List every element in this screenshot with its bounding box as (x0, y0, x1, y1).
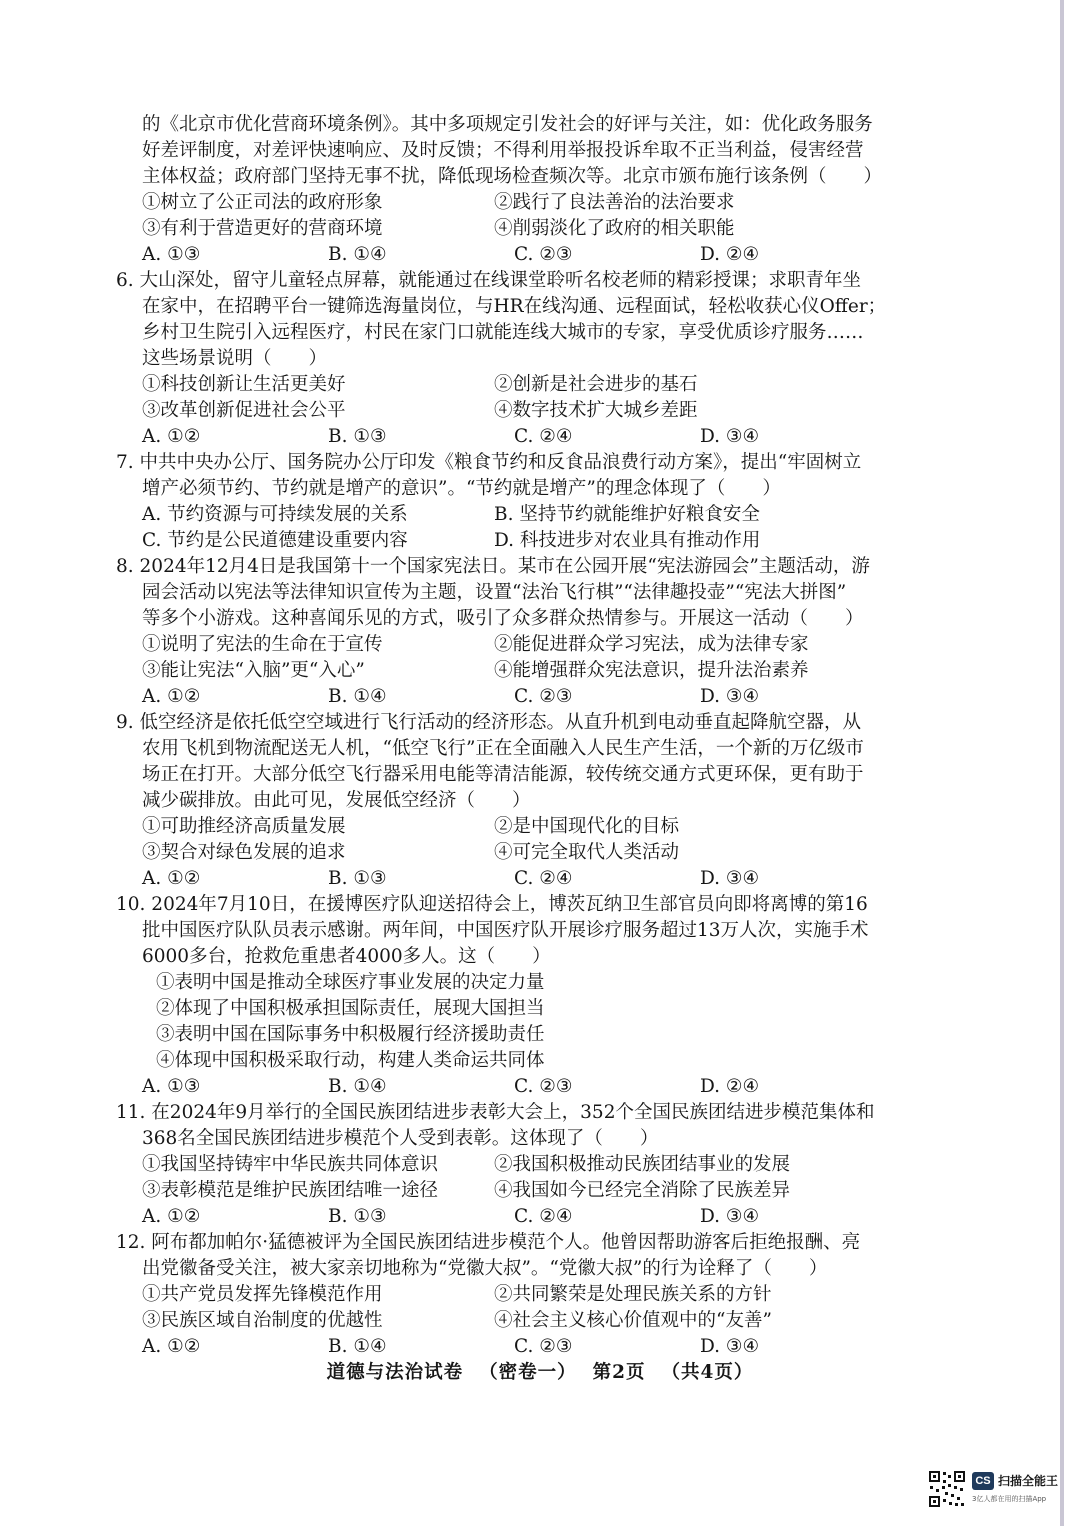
question-9 (116, 710, 946, 892)
choice-a: A. ①② (142, 1206, 201, 1227)
option-item: ②共同繁荣是处理民族关系的方针 (494, 1284, 772, 1305)
answer-choices (116, 684, 946, 710)
choice-d: D. ③④ (700, 426, 760, 447)
choice-c: C. ②④ (514, 1206, 573, 1227)
question-stem-line: 园会活动以宪法等法律知识宣传为主题，设置“法治飞行棋”“法律趣投壶”“宪法大拼图” (142, 582, 847, 603)
question-stem-line: 增产必须节约、节约就是增产的意识”。“节约就是增产”的理念体现了（ ） (142, 478, 781, 499)
question-stem-line: 乡村卫生院引入远程医疗，村民在家门口就能连线大城市的专家，享受优质诊疗服务…… (142, 322, 864, 343)
answer-choices (116, 866, 946, 892)
option-item: ①共产党员发挥先锋模范作用 (142, 1284, 383, 1305)
question-stem-line: 9. 低空经济是依托低空空域进行飞行活动的经济形态。从直升机到电动垂直起降航空器，从 (116, 712, 862, 733)
choice-b: B. ①④ (328, 1336, 387, 1357)
question-12 (116, 1230, 946, 1360)
question-5 (116, 112, 946, 268)
question-stem-line: 6. 大山深处，留守儿童轻点屏幕，就能通过在线课堂聆听名校老师的精彩授课；求职青年坐 (116, 270, 862, 291)
option-item: ④可完全取代人类活动 (494, 842, 680, 863)
choice-c: C. ②③ (514, 1336, 573, 1357)
question-stem-line: 出党徽备受关注，被大家亲切地称为“党徽大叔”。“党徽大叔”的行为诠释了（ ） (142, 1258, 828, 1279)
option-item: ④数字技术扩大城乡差距 (494, 400, 698, 421)
option-item: ④削弱淡化了政府的相关职能 (494, 218, 735, 239)
choice-a: A. ①② (142, 426, 201, 447)
option-item: ①我国坚持铸牢中华民族共同体意识 (142, 1154, 439, 1175)
option-item: ①表明中国是推动全球医疗事业发展的决定力量 (156, 972, 545, 993)
choice-c: C. ②④ (514, 426, 573, 447)
choice-c: C. ②③ (514, 686, 573, 707)
question-stem-line: 农用飞机到物流配送无人机，“低空飞行”正在全面融入人民生产生活，一个新的万亿级市 (142, 738, 864, 759)
answer-choices (116, 424, 946, 450)
choice-b: B. ①③ (328, 426, 387, 447)
question-stem-line: 368名全国民族团结进步模范个人受到表彰。这体现了（ ） (142, 1128, 659, 1149)
scanner-tagline: 3亿人都在用的扫描App (972, 1495, 1047, 1503)
option-row (116, 658, 946, 684)
option-item: C. 节约是公民道德建设重要内容 (142, 530, 408, 551)
answer-choices (116, 1204, 946, 1230)
option-item: ③表明中国在国际事务中积极履行经济援助责任 (156, 1024, 545, 1045)
option-item: B. 坚持节约就能维护好粮食安全 (494, 504, 760, 525)
option-item: ②是中国现代化的目标 (494, 816, 680, 837)
choice-d: D. ③④ (700, 1206, 760, 1227)
question-stem-line: 的《北京市优化营商环境条例》。其中多项规定引发社会的好评与关注，如：优化政务服务 (142, 114, 873, 135)
choice-c: C. ②③ (514, 244, 573, 265)
choice-b: B. ①④ (328, 1076, 387, 1097)
option-row (116, 398, 946, 424)
question-stem-line: 好差评制度，对差评快速响应、及时反馈；不得利用举报投诉牟取不正当利益，侵害经营 (142, 140, 864, 161)
option-row (116, 632, 946, 658)
question-stem-line: 这些场景说明（ ） (142, 348, 328, 369)
question-stem-line: 6000多台，抢救危重患者4000多人。这（ ） (142, 946, 551, 967)
answer-choices (116, 1074, 946, 1100)
question-10 (116, 892, 946, 1100)
option-item: ③改革创新促进社会公平 (142, 400, 346, 421)
question-6 (116, 268, 946, 450)
option-row (116, 1282, 946, 1308)
page-footer (0, 1358, 1080, 1384)
option-row (116, 372, 946, 398)
choice-a: A. ①③ (142, 1076, 201, 1097)
question-8 (116, 554, 946, 710)
option-item: ②体现了中国积极承担国际责任，展现大国担当 (156, 998, 545, 1019)
footer-volume: （密卷一） (479, 1362, 577, 1383)
option-row (116, 840, 946, 866)
option-item: ①树立了公正司法的政府形象 (142, 192, 383, 213)
scanner-watermark (928, 1470, 1068, 1514)
footer-total: （共4页） (661, 1362, 754, 1383)
choice-a: A. ①② (142, 686, 201, 707)
option-item: ④体现中国积极采取行动，构建人类命运共同体 (156, 1050, 545, 1071)
option-item: ②能促进群众学习宪法，成为法律专家 (494, 634, 809, 655)
choice-c: C. ②③ (514, 1076, 573, 1097)
answer-choices (116, 242, 946, 268)
question-stem-line: 8. 2024年12月4日是我国第十一个国家宪法日。某市在公园开展“宪法游园会”主题活动，游 (116, 556, 870, 577)
option-item: ④我国如今已经完全消除了民族差异 (494, 1180, 791, 1201)
choice-d: D. ③④ (700, 1336, 760, 1357)
option-item: A. 节约资源与可持续发展的关系 (142, 504, 408, 525)
choice-a: A. ①③ (142, 244, 201, 265)
option-item: ②创新是社会进步的基石 (494, 374, 698, 395)
option-row (116, 216, 946, 242)
option-row (116, 814, 946, 840)
option-item: ③能让宪法“入脑”更“入心” (142, 660, 365, 681)
question-stem-line: 10. 2024年7月10日，在援博医疗队迎送招待会上，博茨瓦纳卫生部官员向即将离博的第16 (116, 894, 868, 915)
choice-a: A. ①② (142, 868, 201, 889)
question-stem-line: 12. 阿布都加帕尔·猛德被评为全国民族团结进步模范个人。他曾因帮助游客后拒绝报酬、亮 (116, 1232, 861, 1253)
question-stem-line: 11. 在2024年9月举行的全国民族团结进步表彰大会上，352个全国民族团结进步模范集体和 (116, 1102, 875, 1123)
question-stem-line: 场正在打开。大部分低空飞行器采用电能等清洁能源，较传统交通方式更环保，更有助于 (142, 764, 864, 785)
option-row (116, 1152, 946, 1178)
question-11 (116, 1100, 946, 1230)
option-item: ③契合对绿色发展的追求 (142, 842, 346, 863)
choice-b: B. ①③ (328, 1206, 387, 1227)
choice-d: D. ②④ (700, 1076, 760, 1097)
option-item: ③民族区域自治制度的优越性 (142, 1310, 383, 1331)
cs-logo: CS (972, 1472, 994, 1490)
question-stem-line: 减少碳排放。由此可见，发展低空经济（ ） (142, 790, 531, 811)
scan-edge-line (1060, 0, 1064, 1526)
option-item: ①可助推经济高质量发展 (142, 816, 346, 837)
option-row (116, 502, 946, 528)
question-stem-line: 7. 中共中央办公厅、国务院办公厅印发《粮食节约和反食品浪费行动方案》，提出“牢固树立 (116, 452, 862, 473)
option-item: ③有利于营造更好的营商环境 (142, 218, 383, 239)
question-stem-line: 等多个小游戏。这种喜闻乐见的方式，吸引了众多群众热情参与。开展这一活动（ ） (142, 608, 864, 629)
choice-d: D. ②④ (700, 244, 760, 265)
option-row (116, 1178, 946, 1204)
option-item: ③表彰模范是维护民族团结唯一途径 (142, 1180, 439, 1201)
option-item: D. 科技进步对农业具有推动作用 (494, 530, 761, 551)
option-item: ①科技创新让生活更美好 (142, 374, 346, 395)
footer-title: 道德与法治试卷 (326, 1362, 464, 1383)
choice-c: C. ②④ (514, 868, 573, 889)
option-item: ④社会主义核心价值观中的“友善” (494, 1310, 772, 1331)
scanner-app-name: 扫描全能王 (998, 1474, 1059, 1488)
choice-d: D. ③④ (700, 868, 760, 889)
exam-content (116, 112, 946, 1360)
footer-page: 第2页 (592, 1362, 646, 1383)
option-row (116, 190, 946, 216)
choice-a: A. ①② (142, 1336, 201, 1357)
question-stem-line: 批中国医疗队队员表示感谢。两年间，中国医疗队开展诊疗服务超过13万人次，实施手术 (142, 920, 869, 941)
choice-b: B. ①④ (328, 686, 387, 707)
option-row (116, 1308, 946, 1334)
qr-code-icon (928, 1470, 966, 1508)
option-row (116, 528, 946, 554)
option-item: ②践行了良法善治的法治要求 (494, 192, 735, 213)
question-7 (116, 450, 946, 554)
question-stem-line: 在家中，在招聘平台一键筛选海量岗位，与HR在线沟通、远程面试，轻松收获心仪Offer； (142, 296, 887, 317)
choice-b: B. ①④ (328, 244, 387, 265)
option-item: ②我国积极推动民族团结事业的发展 (494, 1154, 791, 1175)
answer-choices (116, 1334, 946, 1360)
choice-b: B. ①③ (328, 868, 387, 889)
question-stem-line: 主体权益；政府部门坚持无事不扰，降低现场检查频次等。北京市颁布施行该条例（ ） (142, 166, 883, 187)
choice-d: D. ③④ (700, 686, 760, 707)
option-item: ①说明了宪法的生命在于宣传 (142, 634, 383, 655)
option-item: ④能增强群众宪法意识，提升法治素养 (494, 660, 809, 681)
